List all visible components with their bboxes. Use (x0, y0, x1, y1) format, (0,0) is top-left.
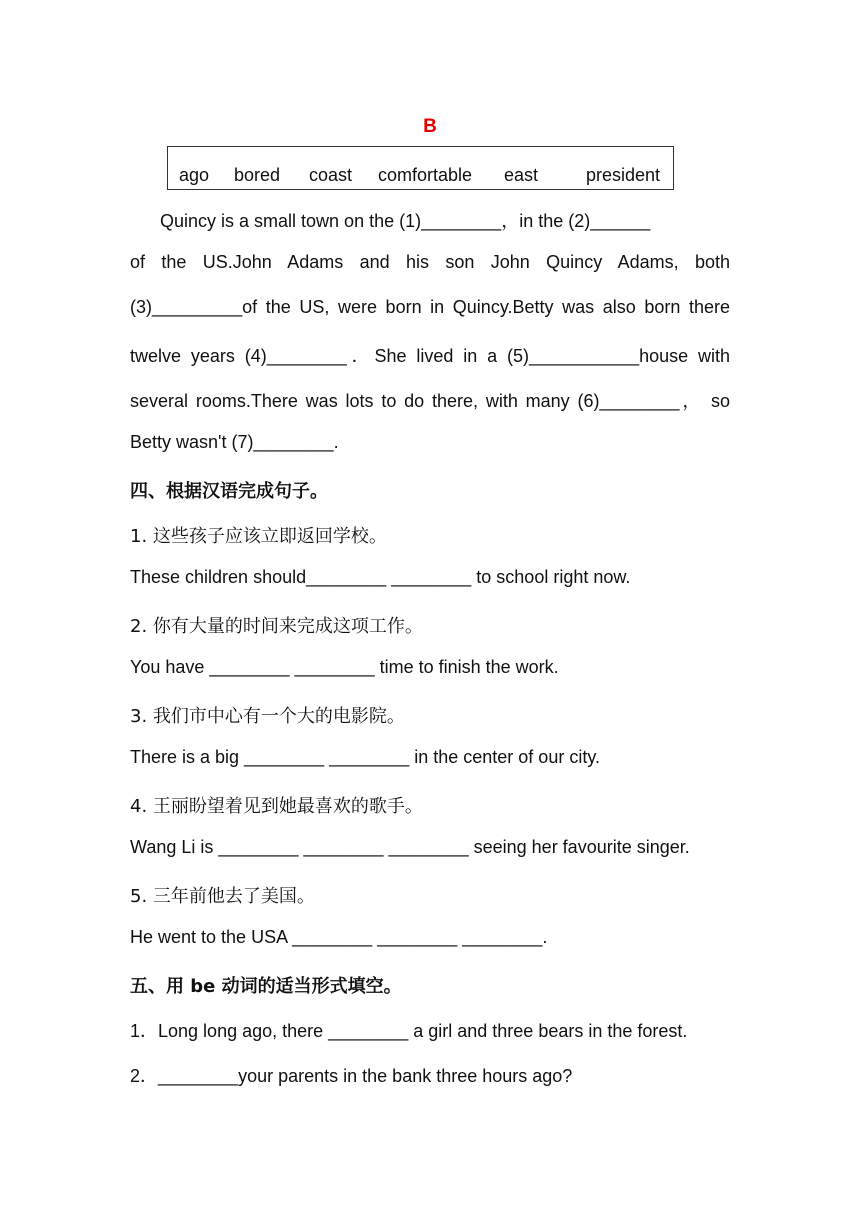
passage-line: of the US.John Adams and his son John Quincy Adams, both (130, 252, 730, 272)
part4-item-en: There is a big ________ ________ in the center of our city. (130, 747, 600, 767)
section-b-title: B (423, 116, 437, 137)
part4-item-en: Wang Li is ________ ________ ________ seeing her favourite singer. (130, 837, 690, 857)
passage-line: (3)_________of the US, were born in Quincy.Betty was also born there (130, 297, 730, 317)
word-bank-item: president (586, 165, 661, 185)
part4-item-en: He went to the USA ________ ________ ________. (130, 927, 548, 947)
part4-heading: 四、根据汉语完成句子。 (130, 481, 328, 502)
passage-line: several rooms.There was lots to do there, with many (6)________， so (130, 391, 730, 411)
word-bank-item: coast (309, 165, 353, 185)
part5-item: 1．Long long ago, there ________ a girl and three bears in the forest. (130, 1021, 688, 1041)
part4-item-en: You have ________ ________ time to finish the work. (130, 657, 559, 677)
word-bank-box (167, 146, 674, 190)
part4-item-cn: 4. 王丽盼望着见到她最喜欢的歌手。 (130, 796, 423, 817)
passage-line: Quincy is a small town on the (1)________，in the (2)______ (160, 211, 651, 231)
word-bank-item: comfortable (378, 165, 473, 185)
part4-item-cn: 1. 这些孩子应该立即返回学校。 (130, 526, 387, 547)
word-bank-item: east (504, 165, 539, 185)
part4-item-cn: 5. 三年前他去了美国。 (130, 886, 315, 907)
word-bank-item: bored (234, 165, 281, 185)
part4-item-cn: 3. 我们市中心有一个大的电影院。 (130, 706, 405, 727)
part4-item-en: These children should________ ________ to school right now. (130, 567, 631, 587)
passage-line: Betty wasn't (7)________. (130, 432, 339, 452)
part4-item-cn: 2. 你有大量的时间来完成这项工作。 (130, 616, 423, 637)
word-bank-item: ago (179, 165, 210, 185)
part5-heading: 五、用 be 动词的适当形式填空。 (130, 976, 402, 997)
part5-item: 2．________your parents in the bank three hours ago? (130, 1066, 573, 1086)
passage-line: twelve years (4)________．She lived in a (5)___________house with (130, 346, 730, 366)
